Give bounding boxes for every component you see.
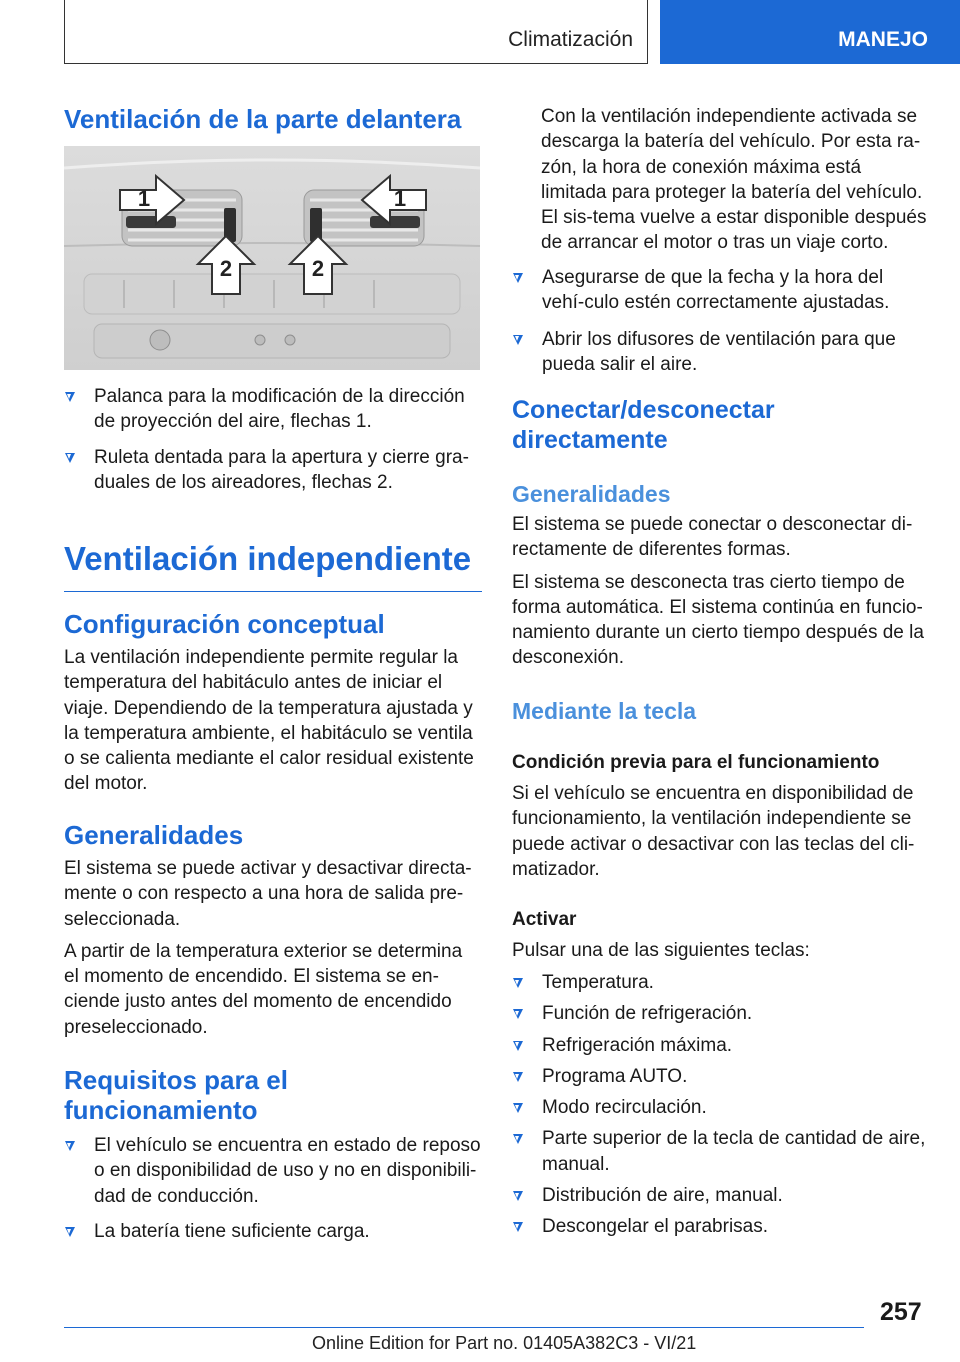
header-chapter-tab[interactable]: MANEJO — [660, 0, 960, 64]
header-section-title: Climatización — [508, 28, 633, 51]
bullet-triangle-icon — [513, 273, 523, 283]
heading-independent-ventilation: Ventilación independiente — [64, 539, 482, 592]
list-item: Parte superior de la tecla de cantidad de aire, manual. — [512, 1126, 928, 1177]
bullet-triangle-icon — [513, 335, 523, 345]
paragraph-precondition: Si el vehículo se encuentra en disponibilidad de funcionamiento, la ventilación independiente se puede activar o desactivar con las teclas del cli‐matizador. — [512, 783, 915, 880]
list-item: Abrir los difusores de ventilación para que pueda salir el aire. — [512, 327, 928, 378]
heading-general-right: Generalidades — [512, 481, 671, 507]
list-item: El vehículo se encuentra en estado de reposo o en disponibilidad de uso y no en disponibili‐dad de conducción. — [64, 1133, 482, 1209]
list-item: Función de refrigeración. — [512, 1001, 928, 1026]
list-item: La batería tiene suficiente carga. — [64, 1219, 482, 1244]
arrow-label: 2 — [311, 256, 325, 281]
list-item: Programa AUTO. — [512, 1064, 928, 1089]
bullet-triangle-icon — [513, 978, 523, 988]
bullet-triangle-icon — [513, 1222, 523, 1232]
paragraph-config: La ventilación independiente permite regular la temperatura del habitáculo antes de iniciar el viaje. Dependiendo de la temperatura ajustada y la temperatura ambiente, el habitáculo se ventila o se calienta mediante el calor residual existente del motor. — [64, 647, 474, 795]
bullet-triangle-icon — [513, 1191, 523, 1201]
bullet-triangle-icon — [65, 453, 75, 463]
subheading-precondition: Condición previa para el funcionamiento — [512, 752, 880, 773]
bullet-triangle-icon — [65, 1227, 75, 1237]
arrow-label: 1 — [137, 186, 151, 211]
paragraph-general-right-1: El sistema se puede conectar o desconectar di‐rectamente de diferentes formas. — [512, 514, 913, 561]
keys-list — [512, 970, 928, 1240]
subheading-activate: Activar — [512, 909, 577, 930]
list-item: Descongelar el parabrisas. — [512, 1214, 928, 1239]
bullet-triangle-icon — [513, 1134, 523, 1144]
heading-general: Generalidades — [64, 820, 244, 850]
list-item: Ruleta dentada para la apertura y cierre gra‐duales de los aireadores, flechas 2. — [64, 445, 482, 496]
footer-divider — [64, 1327, 864, 1328]
bullet-triangle-icon — [65, 392, 75, 402]
front-vents-figure — [64, 146, 480, 370]
list-item: Temperatura. — [512, 970, 928, 995]
right-bullets-a — [512, 265, 928, 377]
bullet-triangle-icon — [513, 1103, 523, 1113]
arrow-label: 2 — [219, 256, 233, 281]
list-item: Asegurarse de que la fecha y la hora del vehí‐culo estén correctamente ajustadas. — [512, 265, 928, 316]
requirements-list — [64, 1133, 482, 1244]
heading-by-key: Mediante la tecla — [512, 698, 697, 724]
page-number: 257 — [880, 1298, 922, 1326]
footer-edition: Online Edition for Part no. 01405A382C3 - VI/21 — [312, 1333, 697, 1353]
list-item: Refrigeración máxima. — [512, 1033, 928, 1058]
heading-connect-disconnect: Conectar/desconectar directamente — [512, 396, 775, 454]
bullet-triangle-icon — [513, 1041, 523, 1051]
heading-front-ventilation: Ventilación de la parte delantera — [64, 104, 462, 134]
bullet-triangle-icon — [65, 1141, 75, 1151]
paragraph-activate: Pulsar una de las siguientes teclas: — [512, 940, 810, 961]
arrow-label: 1 — [393, 186, 407, 211]
bullet-triangle-icon — [513, 1072, 523, 1082]
paragraph-general-right-2: El sistema se desconecta tras cierto tiempo de forma automática. El sistema continúa en funcio‐namiento durante un cierto tiempo después de la desconexión. — [512, 571, 924, 669]
list-item: Palanca para la modificación de la dirección de proyección del aire, flechas 1. — [64, 384, 482, 435]
list-item: Modo recirculación. — [512, 1095, 928, 1120]
paragraph-general-1: El sistema se puede activar y desactivar directa‐mente o con respecto a una hora de salida pre‐seleccionada. — [64, 858, 472, 930]
heading-conceptual-config: Configuración conceptual — [64, 609, 385, 639]
list-item: Distribución de aire, manual. — [512, 1183, 928, 1208]
heading-requirements: Requisitos para el funcionamiento — [64, 1065, 288, 1125]
bullet-triangle-icon — [513, 1009, 523, 1019]
figure-bullets — [64, 384, 482, 495]
paragraph-general-2: A partir de la temperatura exterior se determina el momento de encendido. El sistema se en‐ciende justo antes del momento de encendido preseleccionado. — [64, 940, 463, 1038]
continuation-item — [512, 104, 928, 256]
paragraph-battery-note: Con la ventilación independiente activada se descarga la batería del vehículo. Por esta ra‐zón, la hora de conexión máxima está limitada para proteger la batería del vehículo. El sis‐tema vuelve a estar disponible después de arrancar el motor o tras un viaje corto. — [541, 106, 927, 254]
header-section-box — [64, 0, 648, 64]
